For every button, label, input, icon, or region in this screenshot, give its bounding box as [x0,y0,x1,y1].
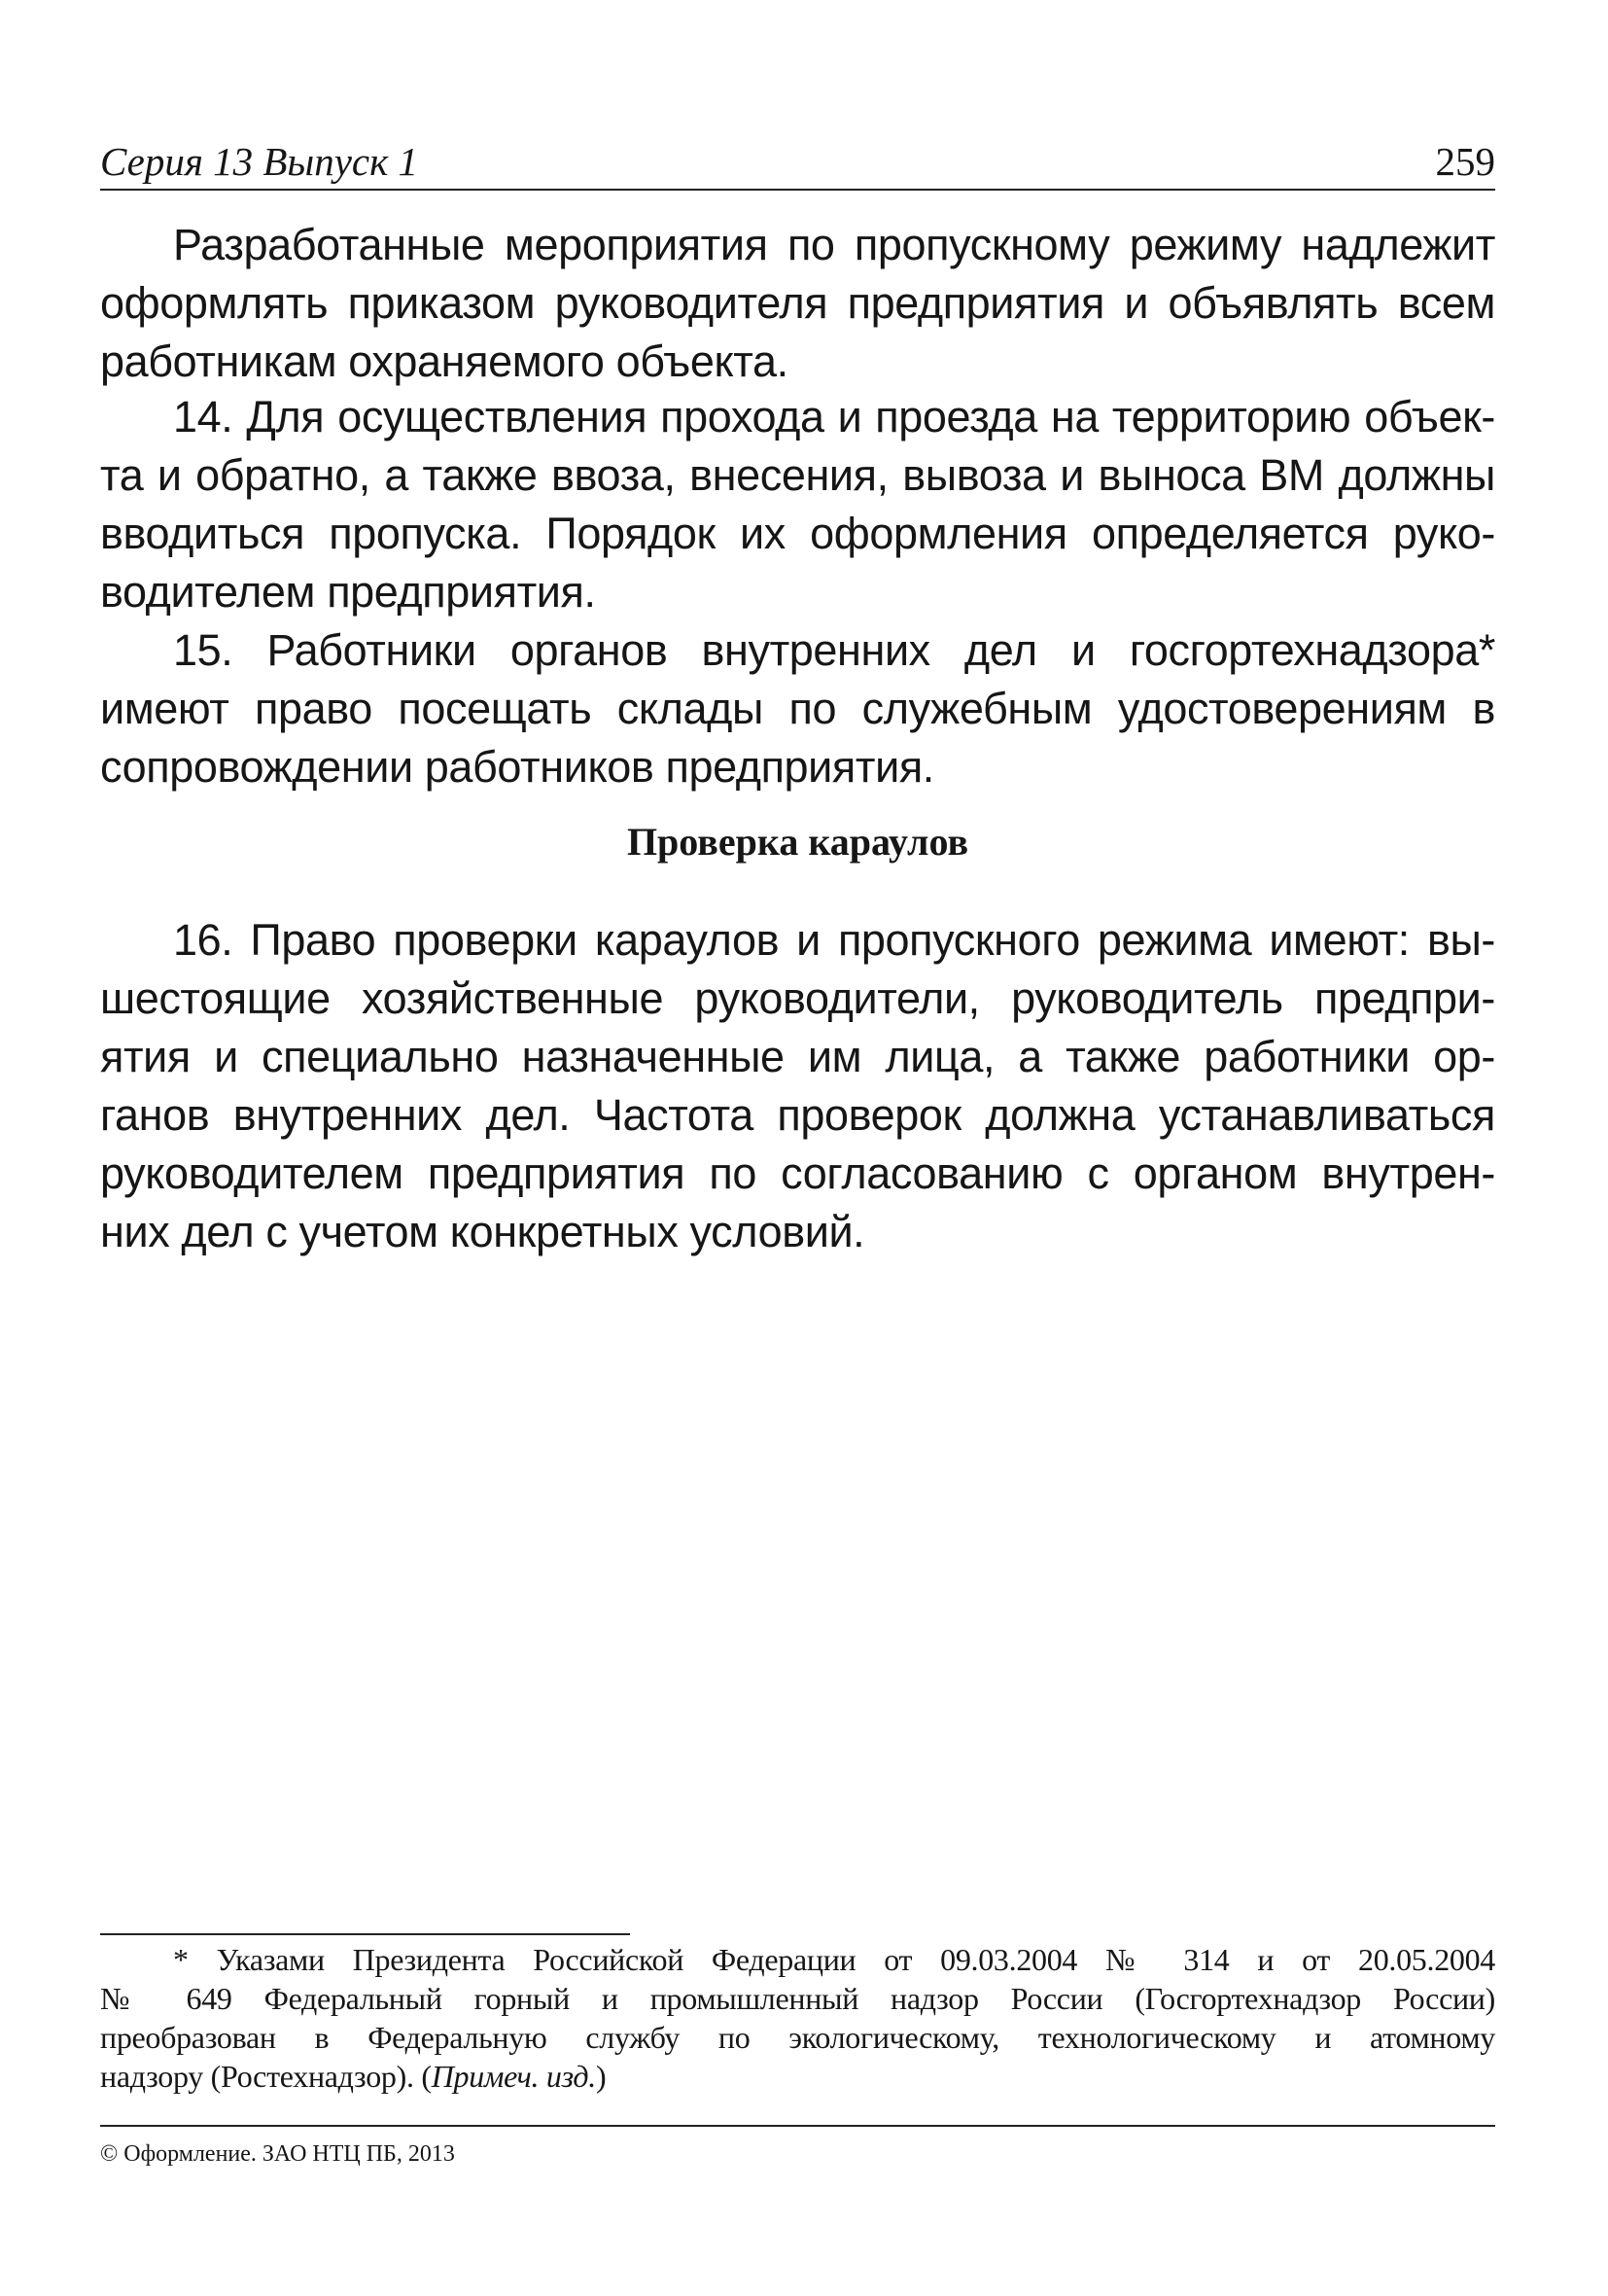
text-line: вводиться пропуска. Порядок их оформления определяется руко- [100,509,1495,558]
text-line: оформлять приказом руководителя предприятия и объявлять всем [100,278,1495,328]
text-line: них дел с учетом конкретных условий. [100,1207,865,1256]
text-line: 16. Право проверки караулов и пропускного режима имеют: вы- [173,915,1495,965]
text-line: работникам охраняемого объекта. [100,336,788,386]
copyright-notice: © Оформление. ЗАО НТЦ ПБ, 2013 [100,2141,455,2167]
text-line: шестоящие хозяйственные руководители, руководитель предпри- [100,973,1495,1023]
footnote-line: № 649 Федеральный горный и промышленный надзор России (Госгортехнадзор России) [100,1981,1495,2016]
footnote-line: надзору (Ростехнадзор). ( [100,2059,432,2094]
paragraph-intro [100,216,1495,391]
text-line: водителем предприятия. [100,567,596,617]
paragraph-16 [100,911,1495,1261]
text-line: 14. Для осуществления прохода и проезда на территорию объек- [173,392,1495,442]
footnote [100,1940,1495,2096]
footnote-divider [100,1933,630,1935]
footnote-close: ) [595,2059,607,2094]
text-line: ятия и специально назначенные им лица, а также работники ор- [100,1032,1495,1081]
series-title: Серия 13 Выпуск 1 [100,139,419,184]
bottom-divider [100,2125,1495,2127]
publisher-note: Примеч. изд. [431,2059,596,2094]
paragraph-15 [100,621,1495,796]
footnote-line: преобразован в Федеральную службу по экологическому, технологическому и атомному [100,2020,1495,2055]
paragraph-14 [100,388,1495,621]
text-line: та и обратно, а также ввоза, внесения, вывоза и выноса ВМ должны [100,450,1495,500]
running-head [100,134,1495,191]
text-line: ганов внутренних дел. Частота проверок должна устанавливаться [100,1090,1495,1140]
text-line: Разработанные мероприятия по пропускному режиму надлежит [173,220,1495,269]
text-line: 15. Работники органов внутренних дел и госгортехнадзора* [173,625,1495,675]
page-number: 259 [1435,139,1495,184]
footnote-last-line [100,2057,1495,2096]
text-line: сопровождении работников предприятия. [100,742,934,792]
text-line: имеют право посещать склады по служебным удостоверениям в [100,684,1495,733]
text-line: руководителем предприятия по согласованию с органом внутрен- [100,1148,1495,1198]
section-heading: Проверка караулов [626,820,969,864]
footnote-line: * Указами Президента Российской Федерации от 09.03.2004 № 314 и от 20.05.2004 [173,1942,1495,1977]
